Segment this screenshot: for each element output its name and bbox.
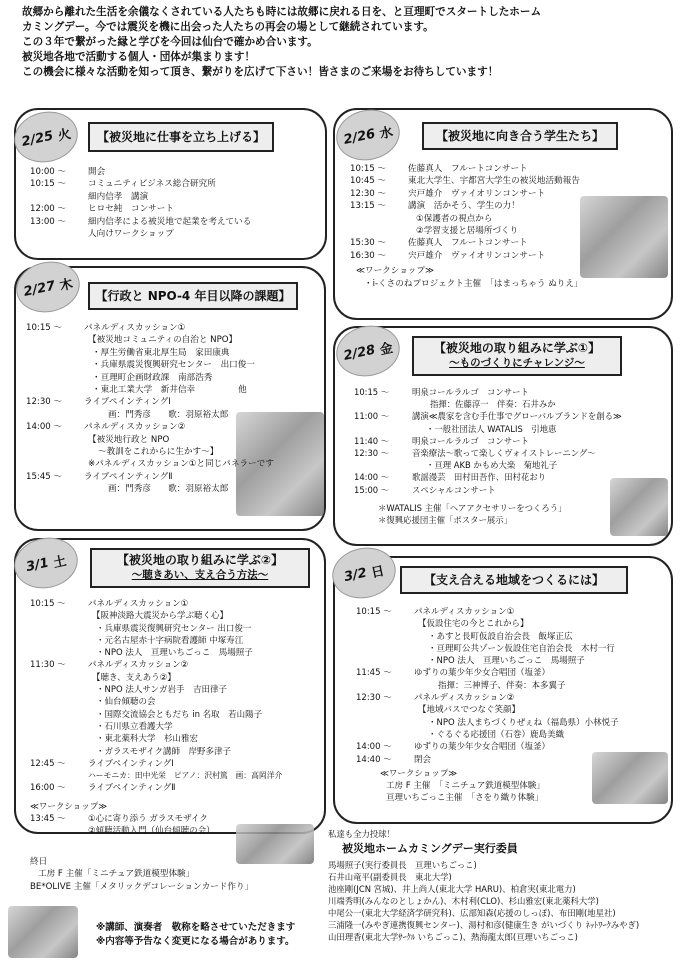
schedule-row: ・一般社団法人 WATALIS 引地恵 bbox=[426, 423, 557, 434]
schedule-0228 bbox=[354, 386, 622, 526]
organizer-item: ＊復興応援団主催「ポスター展示」 bbox=[378, 515, 512, 526]
schedule-row: 細内信孝 講演 bbox=[88, 191, 149, 202]
schedule-row: 【仮設住宅の今とこれから】 bbox=[418, 619, 529, 630]
committee-heading: 被災地ホームカミングデー実行委員 bbox=[342, 842, 518, 855]
schedule-row: 10:15 ～ 佐藤真人 フルートコンサート bbox=[350, 164, 528, 174]
schedule-row: 10:15 ～ パネルディスカッション① bbox=[356, 607, 515, 617]
violin-photo bbox=[580, 196, 668, 278]
schedule-row: 13:00 ～ 細内信孝による被災地で起業を考えている bbox=[30, 216, 252, 227]
schedule-0302 bbox=[356, 606, 619, 805]
schedule-row: 12:30 ～ 宍戸雄介 ヴァイオリンコンサート bbox=[350, 188, 546, 199]
schedule-row: ・NPO 法人 亘理いちごっこ 馬場照子 bbox=[96, 648, 253, 659]
intro-line: この３年で繋がった縁と学びを今回は仙台で確かめ合います。 bbox=[22, 36, 318, 48]
organizer-item: 工房 F 主催「ミニチュア鉄道模型体験」 bbox=[38, 869, 195, 880]
schedule-row: ・東北工業大学 新井信幸 他 bbox=[92, 385, 247, 396]
committee-member: 石井山竜平(副委員長 東北大学) bbox=[328, 872, 452, 882]
schedule-row: 14:00 ～ ゆずりの葉少年少女合唱団（塩釜） bbox=[356, 742, 551, 753]
committee-member: 山田理香(東北大学ｻｰｸﾙ いちごっこ)、熱海龍太郎(亘理いちごっこ) bbox=[328, 932, 578, 942]
organizer-item: 工房 F 主催 「ミニチュア鉄道模型体験」 bbox=[386, 781, 545, 792]
all-day-label: 終日 bbox=[30, 857, 48, 867]
schedule-row: ・ガラスモザイク講師 岸野多津子 bbox=[96, 746, 231, 757]
schedule-row: 11:45 ～ ゆずりの葉少年少女合唱団（塩釜） bbox=[356, 668, 551, 679]
schedule-row: 13:15 ～ 講演 活かそう、学生の力！ bbox=[350, 201, 520, 212]
decoration-photo bbox=[8, 906, 78, 958]
intro-line: この機会に様々な活動を知って頂き、繋がりを広げて下さい！皆さまのご来場をお待ちしています！ bbox=[22, 66, 499, 78]
workshop-heading: ≪ワークショップ≫ bbox=[30, 801, 108, 812]
schedule-row: 12:30 ～ ライブペインティングⅠ bbox=[26, 397, 171, 408]
date-label: 2/26 bbox=[342, 126, 377, 148]
intro-text bbox=[22, 5, 662, 80]
schedule-row: ハーモニカ：田中光栄 ピアノ：沢村篤 画：高岡洋介 bbox=[88, 771, 283, 781]
schedule-0226 bbox=[350, 163, 583, 290]
schedule-row: 12:30 ～ 音楽療法～歌って楽しくヴォイストレーニング～ bbox=[354, 448, 596, 459]
weekday-label: 日 bbox=[369, 563, 386, 581]
day-subtitle: ～ものづくりにチャレンジ～ bbox=[449, 357, 585, 369]
weekday-label: 木 bbox=[58, 276, 75, 294]
schedule-row: 10:00 ～ 開会 bbox=[30, 167, 106, 177]
schedule-row: 16:30 ～ 宍戸雄介 ヴァイオリンコンサート bbox=[350, 250, 546, 261]
weekday-label: 水 bbox=[378, 124, 395, 142]
schedule-0225 bbox=[30, 166, 251, 240]
schedule-row: ・NPO 法人 亘理いちごっこ 馬場照子 bbox=[428, 656, 585, 667]
schedule-row: ・NPO 法人まちづくりぜぇね（福島県）小林悦子 bbox=[428, 717, 619, 728]
schedule-row: 16:00 ～ ライブペインティングⅡ bbox=[30, 783, 176, 794]
committee-member: 池座剛(JCN 宮城)、井上尚人(東北大学 HARU)、柏倉実(東北電力) bbox=[328, 884, 576, 894]
date-label: 3/2 bbox=[342, 565, 369, 585]
schedule-row: 10:15 ～ パネルディスカッション① bbox=[26, 323, 186, 333]
workshop-row: ②傾聴活動入門（仙台傾聴の会） bbox=[88, 826, 215, 837]
workshop-row: 13:45 ～ ①心に寄り添う ガラスモザイク bbox=[30, 814, 208, 825]
committee-lead: 私達も全力投球！ bbox=[328, 829, 395, 839]
workshop-item: ・i-くさのねプロジェクト主催 「はまっちゃう ぬりえ」 bbox=[364, 278, 583, 289]
schedule-row: 15:00 ～ スペシャルコンサート bbox=[354, 484, 496, 495]
schedule-row: 14:00 ～ 歌謡漫芸 田村田吾作、田村花おり bbox=[354, 472, 546, 483]
schedule-row: ①保護者の視点から bbox=[416, 213, 493, 224]
schedule-row: ・東北薬科大学 杉山雅宏 bbox=[96, 734, 199, 745]
date-label: 2/25 bbox=[20, 128, 55, 150]
day-title-0227: 【行政と NPO-4 年目以降の課題】 bbox=[88, 282, 298, 310]
day-title-0301: 【被災地の取り組みに学ぶ②】 ～聴きあい、支え合う方法～ bbox=[90, 548, 310, 588]
schedule-row: 【聴き、支えあう②】 bbox=[92, 672, 176, 683]
schedule-row: 10:15 ～ 明泉コールラルゴ コンサート bbox=[354, 387, 529, 397]
footnote: ※内容等予告なく変更になる場合があります。 bbox=[96, 936, 295, 947]
schedule-row: ・ぐるぐる応援団（石巻）鹿島美織 bbox=[428, 729, 565, 740]
weekday-label: 金 bbox=[378, 340, 395, 358]
schedule-row: ・あすと長町仮設自治会長 飯塚正広 bbox=[428, 631, 573, 642]
schedule-row: 指揮：佐藤淳一 伴奏：石井みか bbox=[430, 399, 556, 410]
schedule-row: 【地域バスでつなぐ笑顔】 bbox=[418, 705, 521, 716]
schedule-row: 14:40 ～ 閉会 bbox=[356, 754, 432, 765]
schedule-row: 10:45 ～ 東北大学生、宇都宮大学生の被災地活動報告 bbox=[350, 176, 580, 187]
schedule-row: ～教訓をこれからに生かす～】 bbox=[98, 447, 219, 458]
workshop-heading: ≪ワークショップ≫ bbox=[356, 266, 434, 277]
date-label: 3/1 bbox=[24, 555, 51, 575]
schedule-row: 12:00 ～ ヒロセ純 コンサート bbox=[30, 204, 174, 215]
organizers-0301 bbox=[30, 856, 253, 893]
schedule-row: 【阪神淡路大震災から学ぶ聴く心】 bbox=[92, 611, 229, 622]
schedule-0301 bbox=[30, 598, 282, 838]
day-title-0225: 【被災地に仕事を立ち上げる】 bbox=[88, 122, 274, 152]
schedule-row: ・兵庫県震災復興研究センター 出口俊一 bbox=[96, 623, 252, 634]
schedule-row: 画：門秀彦 歌：羽原裕太郎 bbox=[108, 409, 229, 420]
schedule-row: 人向けワークショップ bbox=[88, 229, 174, 240]
weekday-label: 火 bbox=[56, 126, 73, 144]
day-title-0228: 【被災地の取り組みに学ぶ①】 ～ものづくりにチャレンジ～ bbox=[412, 336, 622, 376]
organizer-item: ＊WATALIS 主催「ヘアアクセサリーをつくろう」 bbox=[378, 502, 567, 513]
intro-line: 故郷から離れた生活を余儀なくされている人たちも時には故郷に戻れる日を、と亘理町でスタートしたホーム bbox=[22, 6, 542, 18]
schedule-row: 11:30 ～ パネルディスカッション② bbox=[30, 660, 189, 671]
schedule-row: ・厚生労働省東北厚生局 家田康典 bbox=[92, 347, 230, 358]
organizer-item: 亘理いちごっこ主催 「さをり織り体験」 bbox=[386, 793, 544, 804]
schedule-row: ・石川県立看護大学 bbox=[96, 721, 173, 732]
schedule-row: ・亘理 AKB かもめ大楽 菊地礼子 bbox=[426, 460, 558, 471]
schedule-row: 10:15 ～ パネルディスカッション① bbox=[30, 599, 189, 609]
schedule-row: ・元名古屋赤十字病院看護師 中塚寿江 bbox=[96, 635, 244, 646]
date-label: 2/28 bbox=[342, 342, 377, 364]
schedule-row: 【被災地行政と NPO bbox=[88, 434, 170, 445]
schedule-row: ・亘理町企画財政課 南部浩秀 bbox=[92, 372, 213, 383]
schedule-row: 11:40 ～ 明泉コールラルゴ コンサート bbox=[354, 435, 529, 446]
committee-member: 三浦隆一(みやぎ連携復興センター)、湯村和彦(健康生き がいづくり ﾈｯﾄﾜｰｸみやぎ) bbox=[328, 920, 640, 930]
schedule-row: 12:45 ～ ライブペインティングⅠ bbox=[30, 758, 174, 769]
schedule-row: 14:00 ～ パネルディスカッション② bbox=[26, 422, 186, 433]
schedule-row: 画：門秀彦 歌：羽原裕太郎 bbox=[108, 484, 229, 495]
committee-member: 川端秀明(みんなのとしょかん)、木村利(CLO)、杉山雅宏(東北薬科大学) bbox=[328, 896, 599, 906]
date-label: 2/27 bbox=[22, 278, 57, 300]
day-title-0302: 【支え合える地域をつくるには】 bbox=[400, 566, 628, 594]
schedule-row: 12:30 ～ パネルディスカッション② bbox=[356, 693, 515, 704]
schedule-row: 15:30 ～ 佐藤真人 フルートコンサート bbox=[350, 238, 528, 249]
day-subtitle: ～聴きあい、支え合う方法～ bbox=[131, 569, 269, 581]
workshop-heading: ≪ワークショップ≫ bbox=[380, 768, 458, 779]
schedule-0227 bbox=[26, 322, 274, 496]
intro-line: 被災地各地で活動する個人・団体が集まります！ bbox=[22, 51, 256, 63]
schedule-row: 15:45 ～ ライブペインティングⅡ bbox=[26, 471, 173, 482]
schedule-row: ・亘理町公共ゾーン仮設住宅自治会長 木村一行 bbox=[428, 643, 615, 654]
intro-line: カミングデー。今では震災を機に出会った人たちの再会の場として継続されています。 bbox=[22, 21, 434, 33]
schedule-row: ②学習支援と居場所づくり bbox=[416, 226, 519, 237]
committee-block bbox=[328, 828, 673, 943]
schedule-row: 指揮：三神博子、伴奏：本多翼子 bbox=[438, 680, 566, 691]
committee-member: 中尾公一(東北大学経済学研究科)、広部知森(応援のしっぽ)、布田剛(地星社) bbox=[328, 908, 616, 918]
footnotes bbox=[96, 921, 295, 949]
schedule-row: 11:00 ～ 講演≪農家を含む手仕事でグローバルブランドを創る≫ bbox=[354, 411, 622, 422]
schedule-row: ・兵庫県震災復興研究センター 出口俊一 bbox=[92, 360, 255, 371]
schedule-row: ※パネルディスカッション①と同じパネラーです bbox=[88, 459, 274, 470]
footnote: ※講師、演奏者 敬称を略させていただきます bbox=[96, 922, 296, 933]
organizer-item: BE*OLIVE 主催「メタリックデコレーションカード作り」 bbox=[30, 881, 254, 892]
schedule-row: ・仙台傾聴の会 bbox=[96, 697, 156, 708]
day-title-0226: 【被災地に向き合う学生たち】 bbox=[422, 122, 618, 150]
committee-member: 馬場照子(実行委員長 亘理いちごっこ) bbox=[328, 860, 477, 870]
schedule-row: 10:15 ～ コミュニティビジネス総合研究所 bbox=[30, 179, 216, 190]
weekday-label: 土 bbox=[51, 553, 68, 571]
schedule-row: 【被災地コミュニティの自治と NPO】 bbox=[88, 335, 238, 346]
schedule-row: ・NPO 法人サンガ岩手 吉田律子 bbox=[96, 685, 227, 696]
schedule-row: ・国際交流協会ともだち in 名取 若山陽子 bbox=[96, 709, 263, 720]
